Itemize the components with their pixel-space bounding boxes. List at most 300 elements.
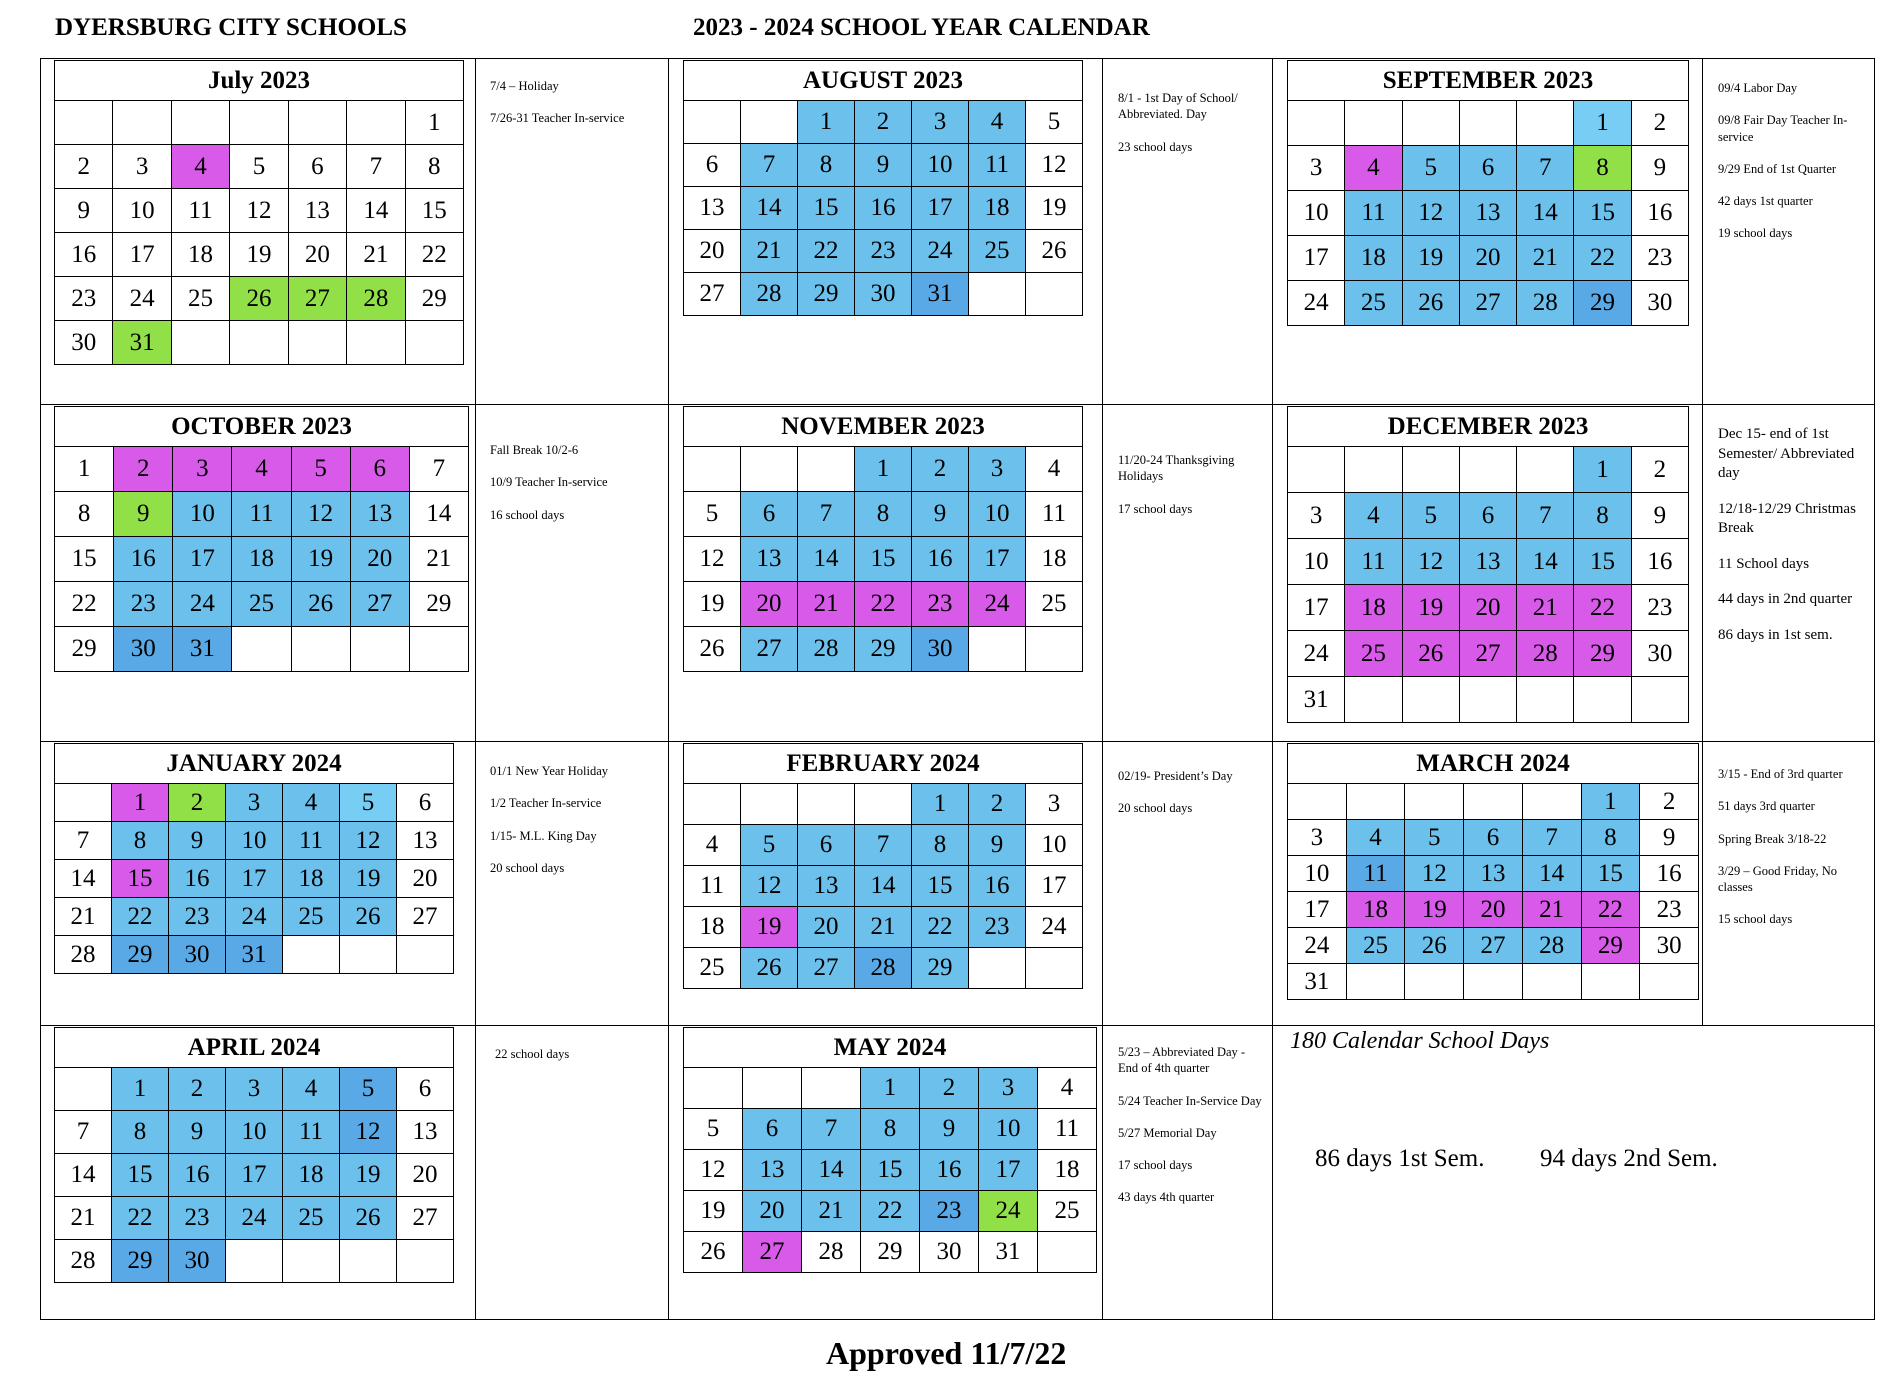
day-cell: 12 (1026, 144, 1083, 187)
day-cell (969, 627, 1026, 672)
day-cell: 19 (340, 860, 397, 898)
day-cell: 23 (1640, 892, 1699, 928)
day-cell: 29 (405, 277, 463, 321)
week-row (1288, 784, 1699, 820)
day-cell: 5 (291, 447, 350, 492)
day-cell: 8 (1574, 493, 1631, 539)
week-row (55, 898, 454, 936)
day-cell: 2 (920, 1068, 979, 1109)
day-cell (1026, 627, 1083, 672)
day-cell: 27 (741, 627, 798, 672)
day-cell: 10 (1288, 191, 1345, 236)
notes-january (490, 763, 660, 892)
day-cell: 2 (114, 447, 173, 492)
day-cell: 14 (798, 537, 855, 582)
week-row (684, 866, 1083, 907)
day-cell (969, 948, 1026, 989)
day-cell: 21 (802, 1191, 861, 1232)
day-cell: 10 (226, 1111, 283, 1154)
day-cell: 10 (979, 1109, 1038, 1150)
day-cell: 11 (1026, 492, 1083, 537)
day-cell (1288, 447, 1345, 493)
day-cell: 24 (1288, 928, 1347, 964)
day-cell: 17 (979, 1150, 1038, 1191)
day-cell (1346, 964, 1405, 1000)
day-cell (1640, 964, 1699, 1000)
day-cell (405, 321, 463, 365)
day-cell (397, 1240, 454, 1283)
notes-december (1718, 425, 1868, 661)
day-cell: 3 (979, 1068, 1038, 1109)
week-row (684, 627, 1083, 672)
week-row (55, 189, 464, 233)
first-semester-days: 86 days 1st Sem. (1315, 1145, 1485, 1172)
day-cell: 17 (113, 233, 171, 277)
calendar-title: 2023 - 2024 SCHOOL YEAR CALENDAR (693, 14, 1150, 41)
day-cell: 2 (1640, 784, 1699, 820)
note-line: 11 School days (1718, 555, 1810, 572)
day-cell: 17 (1288, 892, 1347, 928)
day-cell: 16 (920, 1150, 979, 1191)
day-cell: 20 (798, 907, 855, 948)
month-title: JANUARY 2024 (54, 743, 454, 783)
note-line: 7/4 – Holiday (490, 79, 559, 93)
week-row (1288, 146, 1689, 191)
day-cell: 31 (1288, 964, 1347, 1000)
day-cell: 31 (226, 936, 283, 974)
day-cell: 6 (1459, 493, 1516, 539)
week-row (55, 1068, 454, 1111)
day-cell: 11 (969, 144, 1026, 187)
day-cell (1402, 677, 1459, 723)
day-cell (684, 784, 741, 825)
day-cell (1522, 964, 1581, 1000)
note-line: 17 school days (1118, 501, 1193, 516)
day-cell: 29 (855, 627, 912, 672)
day-cell: 31 (912, 273, 969, 316)
day-cell: 8 (912, 825, 969, 866)
column-divider (475, 58, 476, 1320)
day-cell: 15 (1574, 539, 1631, 585)
day-cell: 15 (112, 1154, 169, 1197)
day-cell: 7 (741, 144, 798, 187)
month-grid (54, 783, 454, 974)
day-cell: 9 (1640, 820, 1699, 856)
day-cell (684, 1068, 743, 1109)
day-cell: 22 (855, 582, 912, 627)
day-cell (55, 1068, 112, 1111)
day-cell: 14 (1517, 191, 1574, 236)
day-cell: 3 (226, 1068, 283, 1111)
day-cell (1038, 1232, 1097, 1273)
day-cell: 17 (1288, 236, 1345, 281)
note-line: 43 days 4th quarter (1118, 1190, 1215, 1205)
day-cell: 14 (409, 492, 468, 537)
week-row (684, 1232, 1097, 1273)
day-cell: 29 (1574, 631, 1631, 677)
note-line: 5/23 – Abbreviated Day - End of 4th quarter (1118, 1045, 1246, 1076)
day-cell: 15 (855, 537, 912, 582)
day-cell: 15 (1581, 856, 1640, 892)
day-cell: 1 (798, 101, 855, 144)
day-cell: 21 (855, 907, 912, 948)
day-cell: 5 (684, 1109, 743, 1150)
day-cell: 26 (684, 627, 741, 672)
day-cell: 27 (798, 948, 855, 989)
day-cell: 14 (55, 860, 112, 898)
day-cell: 14 (347, 189, 405, 233)
day-cell: 27 (743, 1232, 802, 1273)
day-cell (1402, 101, 1459, 146)
day-cell: 30 (169, 1240, 226, 1283)
day-cell (684, 101, 741, 144)
day-cell: 10 (113, 189, 171, 233)
day-cell: 27 (288, 277, 346, 321)
week-row (684, 582, 1083, 627)
day-cell: 29 (912, 948, 969, 989)
day-cell: 22 (1581, 892, 1640, 928)
day-cell: 31 (173, 627, 232, 672)
day-cell: 25 (283, 898, 340, 936)
day-cell (969, 273, 1026, 316)
day-cell: 8 (855, 492, 912, 537)
day-cell: 10 (1026, 825, 1083, 866)
day-cell: 30 (912, 627, 969, 672)
day-cell: 9 (55, 189, 113, 233)
day-cell: 20 (350, 537, 409, 582)
day-cell: 15 (405, 189, 463, 233)
week-row (55, 936, 454, 974)
day-cell: 21 (1522, 892, 1581, 928)
day-cell: 12 (340, 1111, 397, 1154)
day-cell: 28 (798, 627, 855, 672)
month-april (54, 1027, 454, 1283)
week-row (684, 144, 1083, 187)
day-cell: 23 (1631, 236, 1688, 281)
week-row (1288, 928, 1699, 964)
column-divider (1272, 58, 1273, 1320)
day-cell: 22 (55, 582, 114, 627)
day-cell: 22 (112, 1197, 169, 1240)
day-cell: 7 (802, 1109, 861, 1150)
day-cell: 21 (409, 537, 468, 582)
day-cell: 19 (684, 582, 741, 627)
day-cell: 28 (1522, 928, 1581, 964)
day-cell: 3 (226, 784, 283, 822)
day-cell: 28 (1517, 281, 1574, 326)
day-cell (1459, 101, 1516, 146)
day-cell: 9 (1631, 146, 1688, 191)
day-cell: 10 (969, 492, 1026, 537)
day-cell: 16 (114, 537, 173, 582)
day-cell: 30 (855, 273, 912, 316)
day-cell: 29 (55, 627, 114, 672)
day-cell: 27 (1464, 928, 1523, 964)
day-cell: 17 (173, 537, 232, 582)
day-cell: 21 (347, 233, 405, 277)
note-line: 51 days 3rd quarter (1718, 799, 1815, 814)
day-cell: 26 (684, 1232, 743, 1273)
day-cell: 19 (1405, 892, 1464, 928)
day-cell: 19 (684, 1191, 743, 1232)
day-cell (1345, 101, 1402, 146)
day-cell: 9 (114, 492, 173, 537)
day-cell: 17 (226, 860, 283, 898)
notes-september (1718, 80, 1868, 258)
day-cell: 3 (1288, 493, 1345, 539)
day-cell: 25 (283, 1197, 340, 1240)
note-line: 42 days 1st quarter (1718, 194, 1813, 208)
day-cell: 20 (1459, 236, 1516, 281)
month-grid (1287, 446, 1689, 723)
day-cell: 13 (397, 822, 454, 860)
day-cell: 27 (1459, 631, 1516, 677)
month-january (54, 743, 454, 974)
day-cell (1405, 784, 1464, 820)
day-cell: 16 (912, 537, 969, 582)
day-cell (350, 627, 409, 672)
week-row (55, 1154, 454, 1197)
day-cell: 6 (1464, 820, 1523, 856)
week-row (684, 948, 1083, 989)
day-cell: 19 (1402, 236, 1459, 281)
day-cell: 13 (684, 187, 741, 230)
month-title: DECEMBER 2023 (1287, 406, 1689, 446)
day-cell: 1 (861, 1068, 920, 1109)
day-cell: 25 (684, 948, 741, 989)
day-cell (1574, 677, 1631, 723)
note-line: Fall Break 10/2-6 (490, 443, 579, 457)
day-cell: 25 (1345, 631, 1402, 677)
day-cell: 12 (741, 866, 798, 907)
day-cell: 28 (802, 1232, 861, 1273)
day-cell: 29 (1574, 281, 1631, 326)
day-cell: 16 (855, 187, 912, 230)
notes-august (1118, 90, 1268, 171)
day-cell: 11 (1345, 539, 1402, 585)
day-cell: 23 (55, 277, 113, 321)
day-cell: 25 (171, 277, 229, 321)
day-cell: 2 (169, 1068, 226, 1111)
week-row (684, 492, 1083, 537)
district-name: DYERSBURG CITY SCHOOLS (55, 14, 407, 41)
day-cell: 5 (230, 145, 288, 189)
week-row (55, 582, 469, 627)
day-cell: 15 (912, 866, 969, 907)
month-title: MAY 2024 (683, 1027, 1097, 1067)
day-cell: 24 (173, 582, 232, 627)
day-cell (1459, 447, 1516, 493)
week-row (55, 101, 464, 145)
day-cell (741, 784, 798, 825)
week-row (684, 1068, 1097, 1109)
day-cell: 28 (855, 948, 912, 989)
day-cell: 30 (1640, 928, 1699, 964)
note-line: 19 school days (1718, 226, 1793, 241)
day-cell: 6 (350, 447, 409, 492)
day-cell: 20 (1464, 892, 1523, 928)
day-cell: 18 (1038, 1150, 1097, 1191)
day-cell: 24 (226, 898, 283, 936)
month-grid (683, 100, 1083, 316)
month-september (1287, 60, 1689, 326)
week-row (684, 101, 1083, 144)
notes-may (1118, 1044, 1268, 1222)
day-cell: 5 (1405, 820, 1464, 856)
day-cell: 26 (230, 277, 288, 321)
day-cell: 5 (1026, 101, 1083, 144)
week-row (55, 492, 469, 537)
day-cell (1464, 964, 1523, 1000)
day-cell: 26 (1026, 230, 1083, 273)
day-cell: 13 (798, 866, 855, 907)
day-cell: 9 (169, 1111, 226, 1154)
day-cell: 2 (855, 101, 912, 144)
second-semester-days: 94 days 2nd Sem. (1540, 1145, 1718, 1172)
day-cell: 26 (340, 1197, 397, 1240)
day-cell: 12 (1402, 191, 1459, 236)
day-cell: 12 (1402, 539, 1459, 585)
day-cell: 9 (169, 822, 226, 860)
day-cell: 26 (1402, 281, 1459, 326)
day-cell: 7 (1522, 820, 1581, 856)
note-line: 20 school days (490, 860, 565, 875)
day-cell: 25 (1026, 582, 1083, 627)
day-cell: 9 (912, 492, 969, 537)
day-cell: 29 (112, 1240, 169, 1283)
day-cell: 17 (226, 1154, 283, 1197)
day-cell: 11 (1346, 856, 1405, 892)
day-cell: 1 (405, 101, 463, 145)
day-cell: 13 (397, 1111, 454, 1154)
week-row (55, 1111, 454, 1154)
day-cell: 26 (1402, 631, 1459, 677)
day-cell: 14 (1517, 539, 1574, 585)
note-line: 20 school days (1118, 801, 1193, 816)
approval-date: Approved 11/7/22 (826, 1335, 1067, 1371)
week-row (684, 1150, 1097, 1191)
day-cell: 8 (55, 492, 114, 537)
day-cell: 19 (291, 537, 350, 582)
day-cell: 3 (912, 101, 969, 144)
day-cell: 27 (397, 898, 454, 936)
day-cell (409, 627, 468, 672)
day-cell: 23 (912, 582, 969, 627)
day-cell: 23 (114, 582, 173, 627)
day-cell: 6 (743, 1109, 802, 1150)
day-cell: 5 (741, 825, 798, 866)
day-cell: 18 (1026, 537, 1083, 582)
day-cell: 26 (1405, 928, 1464, 964)
day-cell: 11 (171, 189, 229, 233)
day-cell: 22 (1574, 585, 1631, 631)
day-cell: 11 (1038, 1109, 1097, 1150)
day-cell: 30 (114, 627, 173, 672)
week-row (1288, 493, 1689, 539)
day-cell: 23 (1631, 585, 1688, 631)
week-row (684, 1109, 1097, 1150)
week-row (55, 784, 454, 822)
day-cell: 11 (684, 866, 741, 907)
day-cell: 21 (55, 898, 112, 936)
note-line: 5/24 Teacher In-Service Day (1118, 1093, 1262, 1108)
day-cell: 4 (1026, 447, 1083, 492)
day-cell: 9 (969, 825, 1026, 866)
day-cell: 4 (1346, 820, 1405, 856)
day-cell (802, 1068, 861, 1109)
day-cell: 18 (283, 1154, 340, 1197)
day-cell: 24 (1288, 281, 1345, 326)
day-cell: 8 (405, 145, 463, 189)
day-cell: 1 (1581, 784, 1640, 820)
day-cell: 8 (1574, 146, 1631, 191)
day-cell: 20 (684, 230, 741, 273)
day-cell: 17 (969, 537, 1026, 582)
day-cell: 18 (171, 233, 229, 277)
week-row (1288, 281, 1689, 326)
month-february (683, 743, 1083, 989)
day-cell: 11 (283, 1111, 340, 1154)
day-cell: 14 (55, 1154, 112, 1197)
day-cell: 25 (1346, 928, 1405, 964)
day-cell: 21 (1517, 236, 1574, 281)
month-title: SEPTEMBER 2023 (1287, 60, 1689, 100)
day-cell: 28 (55, 1240, 112, 1283)
week-row (684, 1191, 1097, 1232)
day-cell: 21 (798, 582, 855, 627)
note-line: 22 school days (495, 1047, 570, 1061)
day-cell: 6 (1459, 146, 1516, 191)
day-cell: 24 (912, 230, 969, 273)
day-cell: 5 (1402, 146, 1459, 191)
notes-october (490, 442, 660, 539)
day-cell: 1 (112, 1068, 169, 1111)
day-cell: 12 (1405, 856, 1464, 892)
note-line: 11/20-24 Thanksgiving Holidays (1118, 453, 1235, 484)
day-cell: 22 (1574, 236, 1631, 281)
week-row (1288, 191, 1689, 236)
month-title: APRIL 2024 (54, 1027, 454, 1067)
day-cell: 28 (55, 936, 112, 974)
day-cell: 13 (743, 1150, 802, 1191)
day-cell: 5 (684, 492, 741, 537)
week-row (55, 447, 469, 492)
day-cell: 18 (684, 907, 741, 948)
day-cell: 20 (1459, 585, 1516, 631)
day-cell (1288, 784, 1347, 820)
day-cell: 16 (169, 1154, 226, 1197)
month-title: July 2023 (54, 60, 464, 100)
note-line: 44 days in 2nd quarter (1718, 591, 1853, 607)
day-cell: 27 (350, 582, 409, 627)
day-cell: 12 (340, 822, 397, 860)
day-cell (171, 101, 229, 145)
day-cell: 31 (1288, 677, 1345, 723)
day-cell: 7 (855, 825, 912, 866)
notes-november (1118, 452, 1268, 533)
month-title: OCTOBER 2023 (54, 406, 469, 446)
week-row (684, 273, 1083, 316)
month-october (54, 406, 469, 672)
day-cell: 14 (741, 187, 798, 230)
day-cell: 1 (1574, 447, 1631, 493)
day-cell: 2 (969, 784, 1026, 825)
week-row (1288, 539, 1689, 585)
day-cell: 10 (1288, 856, 1347, 892)
day-cell: 22 (912, 907, 969, 948)
day-cell: 20 (743, 1191, 802, 1232)
day-cell: 28 (1517, 631, 1574, 677)
